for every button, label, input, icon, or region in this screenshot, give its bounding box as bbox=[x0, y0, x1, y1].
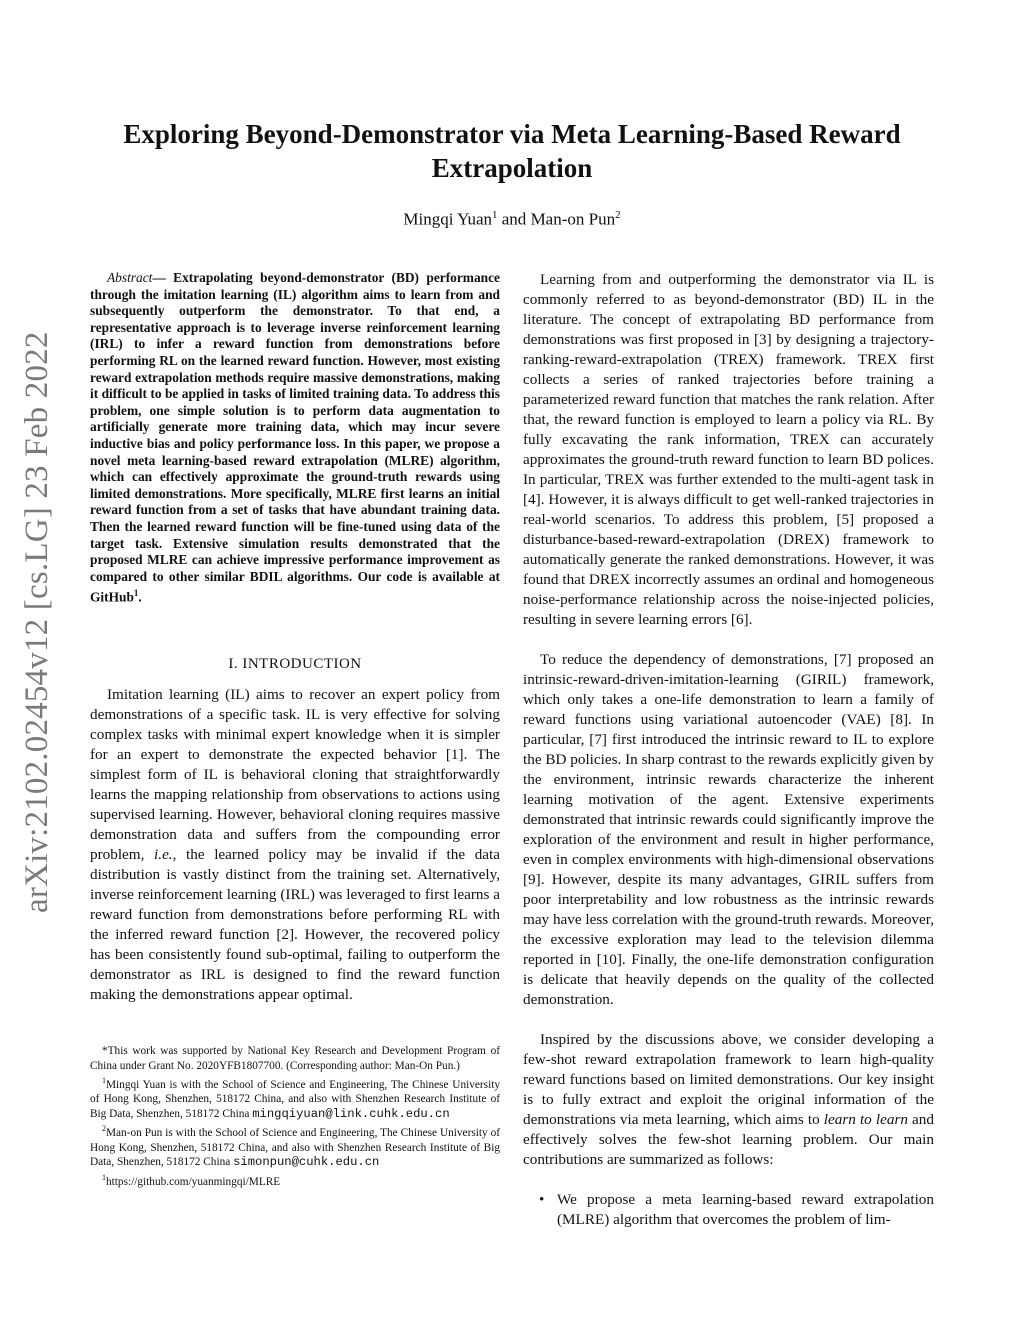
author-name: Mingqi Yuan bbox=[403, 209, 493, 229]
paragraph-emphasis: learn to learn bbox=[823, 1111, 908, 1128]
abstract-end: . bbox=[138, 589, 142, 605]
email-link[interactable]: mingqiyuan@link.cuhk.edu.cn bbox=[252, 1106, 450, 1121]
url-link[interactable]: https://github.com/yuanmingqi/MLRE bbox=[106, 1175, 281, 1188]
footnote-mark: 2 bbox=[102, 1124, 106, 1134]
abstract-label: Abstract bbox=[107, 270, 153, 285]
intro-paragraph: To reduce the dependency of demonstrations, [7] proposed an intrinsic-reward-driven-imitation-learning (GIRIL) framework, which only takes a one-life demonstration to learn a family of reward functions using variational autoencoder (VAE) [8]. In particular, [7] first introduced the intrinsic reward to IL to explore the BD policies. In sharp contrast to the rewards explicitly given by the environment, intrinsic rewards characterize the inherent learning motivation of the agent. Extensive experiments demonstrated that intrinsic rewards could significantly improve the exploration of the environment and result in higher performance, even in complex environments with high-dimensional observations [9]. However, despite its many advantages, GIRIL suffers from poor interpretability and low robustness as the intrinsic rewards may have less correlation with the ground-truth rewards. Moreover, the excessive exploration may lead to the television dilemma reported in [10]. Finally, the one-life demonstration configuration is delicate that heavily depends on the quality of the collected demonstration. bbox=[523, 651, 935, 1008]
footnote-affiliation-1 bbox=[90, 1074, 500, 1121]
abstract-text: — Extrapolating beyond-demonstrator (BD) performance through the imitation learning (IL) algorithm aims to learn from and subsequently outperform the demonstrator. To that end, a representative approach is to leverage inverse reinforcement learning (IRL) to infer a reward function from demonstrations before performing RL on the learned reward function. However, most existing reward extrapolation methods require massive demonstrations, making it difficult to be applied in tasks of limited training data. To address this problem, one simple solution is to perform data augmentation to artificially generate more training data, which may incur severe inductive bias and policy performance loss. In this paper, we propose a novel meta learning-based reward extrapolation (MLRE) algorithm, which can effectively approximate the ground-truth rewards using limited demonstrations. More specifically, MLRE first learns an initial reward function from a set of tasks that have abundant training data. Then the learned reward function will be fine-tuned using data of the target task. Extensive simulation results demonstrated that the proposed MLRE can achieve impressive performance improvement as compared to other similar BDIL algorithms. Our code is available at GitHub bbox=[90, 270, 500, 605]
footnote-mark: 1 bbox=[102, 1172, 106, 1182]
author-conjunction: and bbox=[497, 209, 531, 229]
footnote-funding: *This work was supported by National Key Research and Development Program of China under Grant No. 2020YFB1807700. (Corresponding author: Man-On Pun.) bbox=[90, 1045, 500, 1072]
arxiv-identifier: arXiv:2102.02454v12 [cs.LG] 23 Feb 2022 bbox=[19, 331, 55, 914]
affiliation-mark: 1 bbox=[492, 209, 498, 221]
footnote-url bbox=[90, 1171, 500, 1189]
footnote-link[interactable]: 1 bbox=[133, 588, 139, 599]
paragraph-text: and effectively solves the few-shot learning problem. Our main contributions are summarized as follows: bbox=[523, 1111, 934, 1168]
paragraph-text: Imitation learning (IL) aims to recover an expert policy from demonstrations of a specific task. IL is very effective for solving complex tasks with minimal expert knowledge when it is simpler for an expert to demonstrate the expected behavior [1]. The simplest form of IL is behavioral cloning that straightforwardly learns the mapping relationship from observations to actions using supervised learning. However, behavioral cloning requires massive demonstration data and suffers from the compounding error problem, bbox=[90, 686, 500, 863]
footnote-affiliation-2 bbox=[90, 1122, 500, 1169]
footnote-text: Man-on Pun is with the School of Science and Engineering, The Chinese University of Hong Kong, Shenzhen, 518172 China, and also with Shenzhen Research Institute of Big Data, Shenzhen, 518172 China bbox=[90, 1127, 500, 1169]
email-link[interactable]: simonpun@cuhk.edu.cn bbox=[233, 1155, 380, 1170]
author-name: Man-on Pun bbox=[530, 209, 616, 229]
paper-title: Exploring Beyond-Demonstrator via Meta Learning-Based Reward Extrapolation bbox=[123, 119, 901, 183]
footnote-mark: 1 bbox=[102, 1076, 106, 1085]
paragraph-text: Inspired by the discussions above, we consider developing a few-shot reward extrapolation framework to learn high-quality reward functions based on limited demonstrations. Our key insight is to fully extract and exploit the original information of the demonstrations via meta learning, which aims to bbox=[523, 1031, 934, 1128]
section-heading: I. INTRODUCTION bbox=[228, 656, 362, 672]
paragraph-text: , the learned policy may be invalid if the data distribution is vastly distinct from the training set. Alternatively, inverse reinforcement learning (IRL) was leveraged to first learns a reward function from demonstrations before performing RL with the inferred reward function [2]. However, the recovered policy has been consistently found sub-optimal, failing to outperform the demonstrator as IRL is designed to find the reward function making the demonstrations appear optimal. bbox=[90, 846, 500, 1003]
paragraph-emphasis: i.e. bbox=[154, 846, 173, 863]
footnote-text: Mingqi Yuan is with the School of Science and Engineering, The Chinese University of Hong Kong, Shenzhen, 518172 China, and also with Shenzhen Research Institute of Big Data, Shenzhen, 518172 China bbox=[90, 1078, 500, 1120]
intro-paragraph: Learning from and outperforming the demonstrator via IL is commonly referred to as beyond-demonstrator (BD) IL in the literature. The concept of extrapolating BD performance from demonstrations was first proposed in [3] by designing a trajectory-ranking-reward-extrapolation (TREX) framework. TREX first collects a series of ranked trajectories before training a parameterized reward function that matches the rank relation. After that, the reward function is employed to learn a policy via RL. By fully excavating the rank information, TREX can accurately approximates the ground-truth reward function to learn BD polices. In particular, TREX was further extended to the multi-agent task in [4]. However, it is always difficult to get well-ranked trajectories in real-world scenarios. To address this problem, [5] proposed a disturbance-based-reward-extrapolation (DREX) framework to automatically generate the ranked demonstrations. However, it was found that DREX incorrectly assumes an ordinal and homogeneous noise-performance relationship across the noise-injected policies, resulting in severe learning errors [6]. bbox=[523, 271, 934, 628]
author-line bbox=[90, 209, 934, 230]
list-item-text: We propose a meta learning-based reward extrapolation (MLRE) algorithm that overcomes the problem of lim- bbox=[557, 1191, 934, 1228]
bullet-icon: • bbox=[539, 1191, 545, 1208]
footnotes bbox=[90, 1044, 500, 1190]
intro-paragraph bbox=[90, 685, 500, 1005]
contribution-list-item bbox=[539, 1190, 934, 1230]
intro-paragraph bbox=[523, 1030, 934, 1170]
affiliation-mark: 2 bbox=[615, 209, 621, 221]
abstract bbox=[90, 270, 500, 606]
